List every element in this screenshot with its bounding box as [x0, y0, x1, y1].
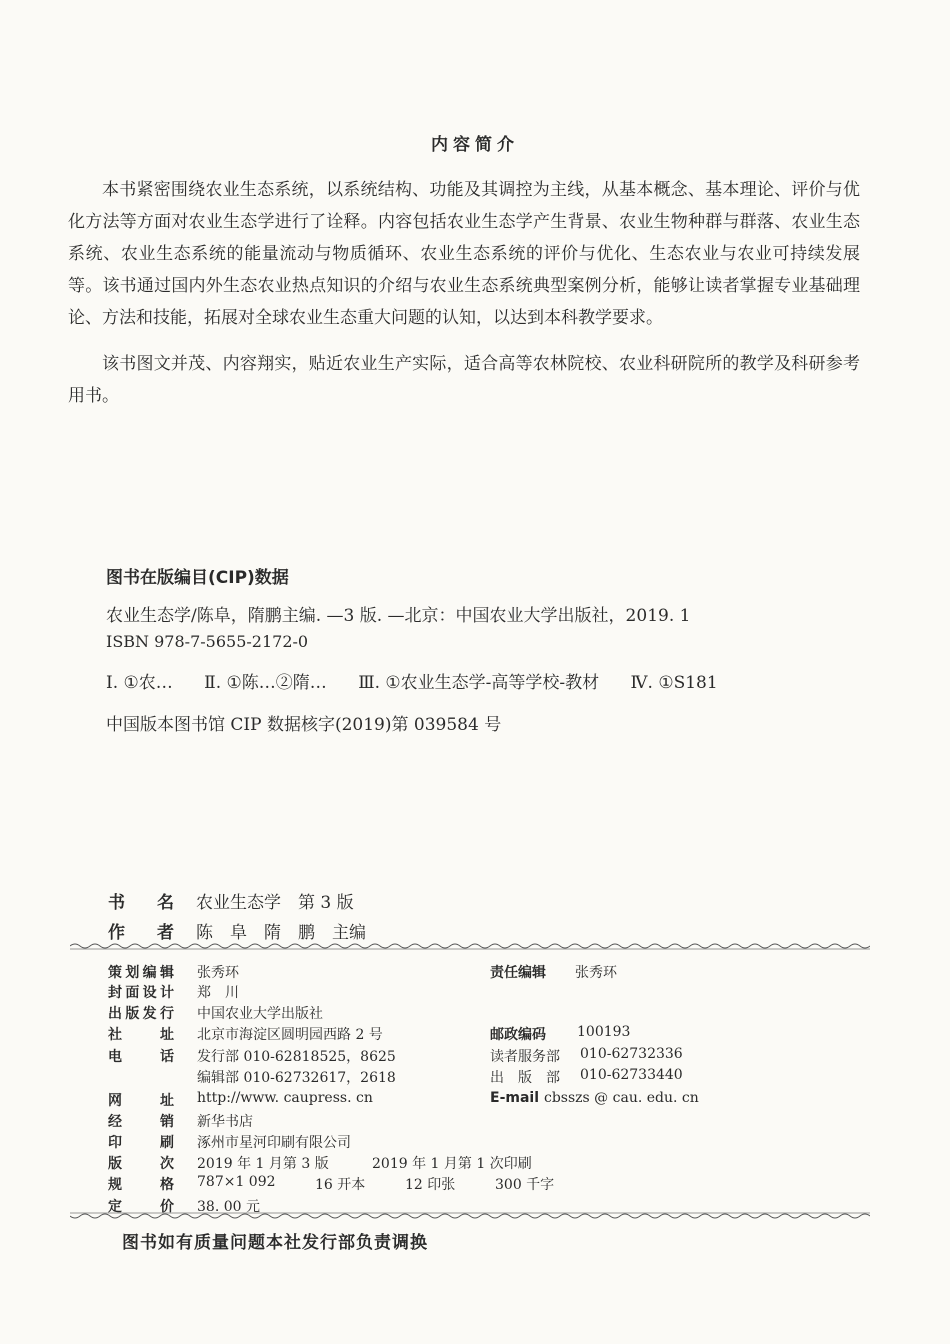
- edition-label: 版次: [108, 1156, 174, 1172]
- cover-design-value: 郑 川: [197, 985, 239, 1001]
- cip-class-4: Ⅳ. ①S181: [630, 673, 718, 693]
- planning-editor-value: 张秀环: [197, 965, 239, 981]
- publisher-label: 出版发行: [108, 1006, 174, 1022]
- spec-format: 16 开本: [315, 1177, 366, 1193]
- price-value: 38. 00 元: [197, 1199, 260, 1215]
- cip-isbn: ISBN 978-7-5655-2172-0: [106, 632, 309, 651]
- website-value: http://www. caupress. cn: [197, 1090, 373, 1106]
- website-label: 网址: [108, 1093, 174, 1109]
- cip-class-3: Ⅲ. ①农业生态学-高等学校-教材: [358, 673, 600, 693]
- quality-notice: 图书如有质量问题本社发行部负责调换: [122, 1233, 428, 1253]
- postcode-label: 邮政编码: [490, 1027, 546, 1043]
- printer-value: 涿州市星河印刷有限公司: [197, 1135, 351, 1151]
- bottom-wavy-divider: [70, 1212, 870, 1220]
- email-value: cbsszs @ cau. edu. cn: [544, 1090, 699, 1106]
- distributor-label: 经销: [108, 1114, 174, 1130]
- publishing-dept-label: 出 版 部: [490, 1070, 560, 1086]
- cover-design-label: 封面设计: [108, 985, 174, 1001]
- spec-words: 300 千字: [495, 1177, 555, 1193]
- cip-record-number: 中国版本图书馆 CIP 数据核字(2019)第 039584 号: [106, 715, 502, 735]
- edition-value: 2019 年 1 月第 3 版: [197, 1156, 329, 1172]
- reader-service-value: 010-62732336: [580, 1046, 683, 1062]
- book-author-value: 陈 阜 隋 鹏 主编: [196, 923, 366, 943]
- reader-service-label: 读者服务部: [490, 1049, 560, 1065]
- phone-distribution: 发行部 010-62818525，8625: [197, 1049, 396, 1065]
- spec-label: 规格: [108, 1177, 174, 1193]
- cip-classification: [106, 668, 744, 693]
- book-title-label: 书名: [108, 893, 174, 913]
- planning-editor-label: 策划编辑: [108, 965, 174, 981]
- spec-size: 787×1 092: [197, 1174, 276, 1190]
- cip-class-1: Ⅰ. ①农…: [106, 673, 173, 693]
- summary-title: 内容简介: [431, 135, 519, 155]
- top-wavy-divider: [70, 942, 870, 950]
- printing-value: 2019 年 1 月第 1 次印刷: [372, 1156, 532, 1172]
- publishing-dept-value: 010-62733440: [580, 1067, 683, 1083]
- cip-bibliographic-line: 农业生态学/陈阜，隋鹏主编. —3 版. —北京：中国农业大学出版社，2019. 1: [106, 606, 691, 626]
- address-value: 北京市海淀区圆明园西路 2 号: [197, 1027, 383, 1043]
- printer-label: 印刷: [108, 1135, 174, 1151]
- cip-class-2: Ⅱ. ①陈…②隋…: [204, 673, 327, 693]
- distributor-value: 新华书店: [197, 1114, 253, 1130]
- address-label: 社址: [108, 1027, 174, 1043]
- book-author-label: 作者: [108, 923, 174, 943]
- phone-editorial: 编辑部 010-62732617，2618: [197, 1070, 396, 1086]
- phone-label: 电话: [108, 1049, 174, 1065]
- postcode-value: 100193: [577, 1024, 631, 1040]
- spec-sheets: 12 印张: [405, 1177, 456, 1193]
- cip-heading: 图书在版编目(CIP)数据: [106, 568, 289, 588]
- publisher-value: 中国农业大学出版社: [197, 1006, 323, 1022]
- email-label: E-mail: [490, 1090, 540, 1106]
- summary-paragraph-1: 本书紧密围绕农业生态系统，以系统结构、功能及其调控为主线，从基本概念、基本理论、评价与优化方法等方面对农业生态学进行了诠释。内容包括农业生态学产生背景、农业生物种群与群落、农业生态系统、农业生态系统的能量流动与物质循环、农业生态系统的评价与优化、生态农业与农业可持续发展等。该书通过国内外生态农业热点知识的介绍与农业生态系统典型案例分析，能够让读者掌握专业基础理论、方法和技能，拓展对全球农业生态重大问题的认知，以达到本科教学要求。: [68, 180, 860, 328]
- summary-paragraph-2: 该书图文并茂、内容翔实，贴近农业生产实际，适合高等农林院校、农业科研院所的教学及科研参考用书。: [68, 354, 860, 406]
- price-label: 定价: [108, 1199, 174, 1215]
- book-title-value: 农业生态学 第 3 版: [196, 893, 354, 913]
- responsible-editor-label: 责任编辑: [490, 965, 546, 981]
- responsible-editor-value: 张秀环: [575, 965, 617, 981]
